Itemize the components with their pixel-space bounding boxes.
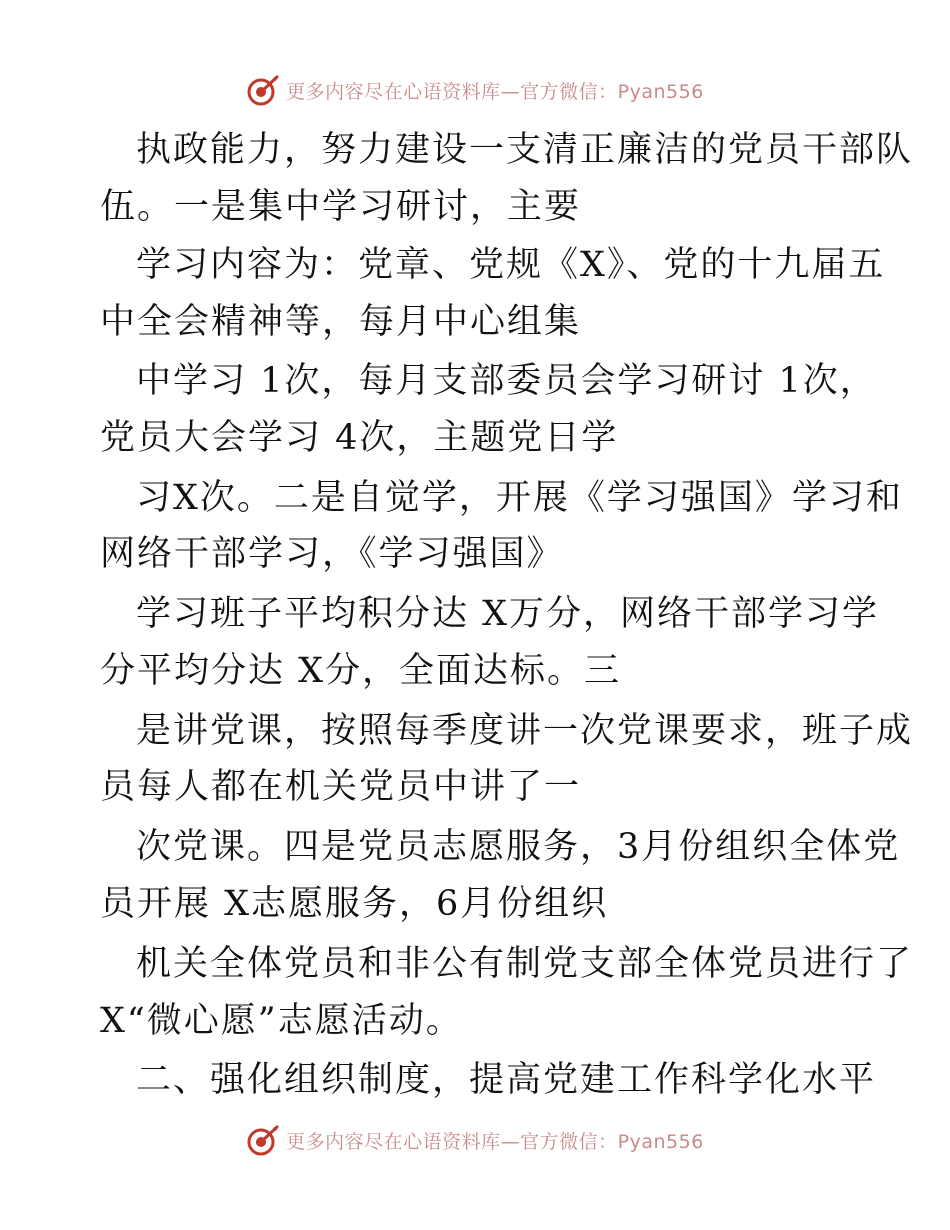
body-line: 机关全体党员和非公有制党支部全体党员进行了 <box>136 944 914 984</box>
body-line: 执政能力，努力建设一支清正廉洁的党员干部队 <box>136 130 914 170</box>
body-line: 中学习 1次，每月支部委员会学习研讨 1次， <box>136 361 877 401</box>
watermark-footer <box>0 1120 950 1160</box>
watermark-text: 更多内容尽在心语资料库—官方微信：Pyan556 <box>286 1130 704 1153</box>
body-line: 是讲党课，按照每季度讲一次党课要求，班子成 <box>136 711 914 751</box>
body-line: 网络干部学习，《学习强国》 <box>100 534 564 574</box>
body-line: 学习班子平均积分达 X万分，网络干部学习学 <box>136 594 880 634</box>
body-line: 习X次。二是自觉学，开展《学习强国》学习和 <box>136 478 903 518</box>
body-line: X“微心愿”志愿活动。 <box>100 1001 463 1041</box>
section-heading: 二、强化组织制度，提高党建工作科学化水平 <box>136 1060 877 1100</box>
body-line: 中全会精神等，每月中心组集 <box>100 302 582 342</box>
body-line: 员开展 X志愿服务，6月份组织 <box>100 884 609 924</box>
body-line: 伍。一是集中学习研讨，主要 <box>100 187 582 227</box>
body-line: 次党课。四是党员志愿服务，3月份组织全体党 <box>136 827 901 867</box>
watermark-text: 更多内容尽在心语资料库—官方微信：Pyan556 <box>286 80 704 103</box>
body-line: 党员大会学习 4次，主题党日学 <box>100 418 619 458</box>
body-line: 分平均分达 X分，全面达标。三 <box>100 651 622 691</box>
body-line: 学习内容为：党章、党规《X》、党的十九届五 <box>136 245 886 285</box>
body-line: 员每人都在机关党员中讲了一 <box>100 767 582 807</box>
pen-logo-icon <box>246 1123 280 1157</box>
pen-logo-icon <box>246 73 280 107</box>
watermark-header <box>0 70 950 110</box>
